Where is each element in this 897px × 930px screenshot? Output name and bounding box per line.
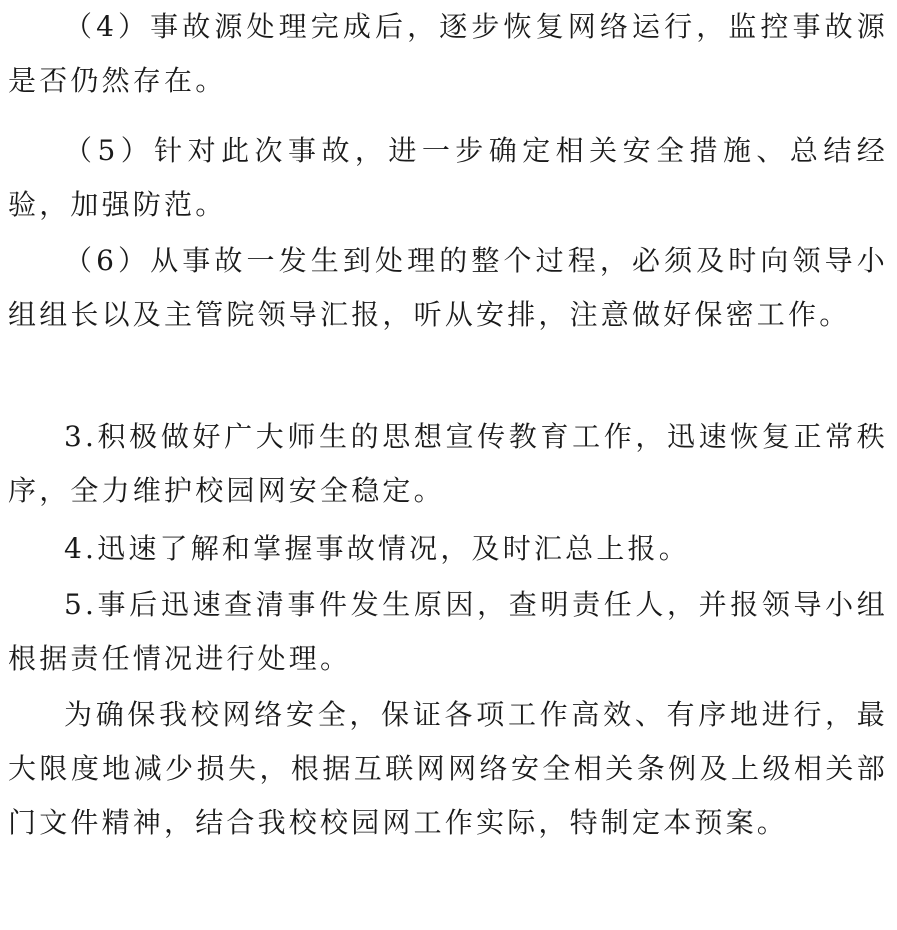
paragraph-item-3: 3.积极做好广大师生的思想宣传教育工作，迅速恢复正常秩序，全力维护校园网安全稳定。: [8, 420, 888, 507]
paragraph-step-5: （5）针对此次事故，进一步确定相关安全措施、总结经验，加强防范。: [8, 134, 888, 221]
paragraph-step-4: （4）事故源处理完成后，逐步恢复网络运行，监控事故源是否仍然存在。: [8, 10, 888, 97]
paragraph-item-5: 5.事后迅速查清事件发生原因，查明责任人，并报领导小组根据责任情况进行处理。: [8, 588, 888, 675]
paragraph-step-6: （6）从事故一发生到处理的整个过程，必须及时向领导小组组长以及主管院领导汇报，听从安排，注意做好保密工作。: [8, 244, 888, 331]
paragraph-item-4: 4.迅速了解和掌握事故情况，及时汇总上报。: [64, 532, 690, 565]
paragraph-purpose: 为确保我校网络安全，保证各项工作高效、有序地进行，最大限度地减少损失，根据互联网网络安全相关条例及上级相关部门文件精神，结合我校校园网工作实际，特制定本预案。: [8, 698, 888, 839]
